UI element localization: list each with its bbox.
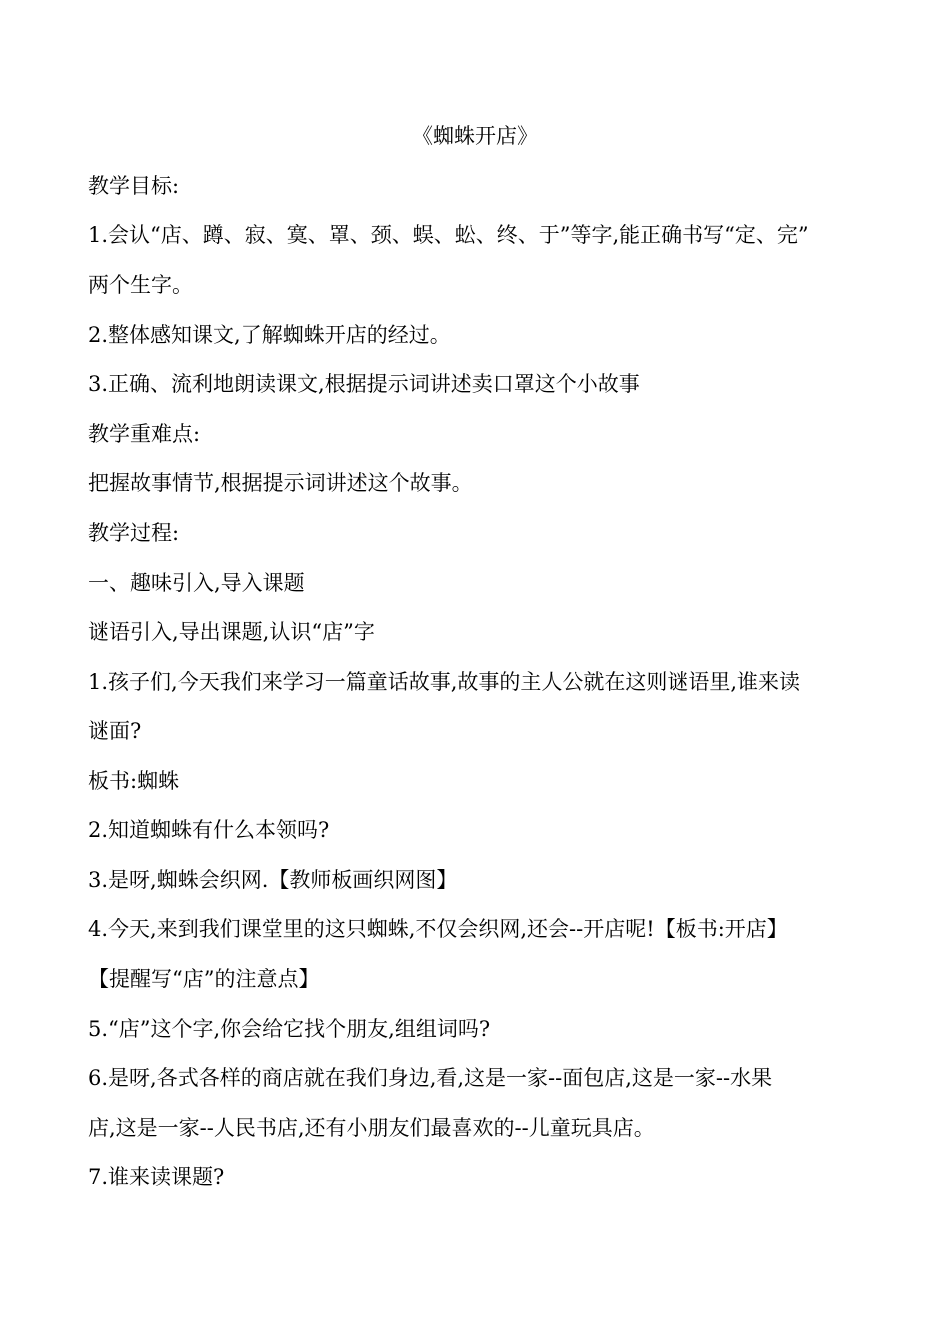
step-6-line-1: 6.是呀,各式各样的商店就在我们身边,看,这是一家--面包店,这是一家--水果 [88,1066,773,1090]
blackboard-note: 板书:蜘蛛 [88,769,180,793]
key-points-text: 把握故事情节,根据提示词讲述这个故事。 [88,471,473,495]
goal-1-line-1: 1.会认“店、蹲、寂、寞、罩、颈、蜈、蚣、终、于”等字,能正确书写“定、完” [88,223,809,247]
section-1-subheading: 谜语引入,导出课题,认识“店”字 [88,620,375,644]
document-title: 《蜘蛛开店》 [412,124,538,148]
section-1-heading: 一、趣味引入,导入课题 [88,571,305,595]
heading-teaching-goals: 教学目标: [88,174,180,198]
step-4: 4.今天,来到我们课堂里的这只蜘蛛,不仅会织网,还会--开店呢!【板书:开店】 [88,917,788,941]
step-7: 7.谁来读课题? [88,1165,225,1189]
step-5: 5.“店”这个字,你会给它找个朋友,组组词吗? [88,1017,491,1041]
step-1-line-1: 1.孩子们,今天我们来学习一篇童话故事,故事的主人公就在这则谜语里,谁来读 [88,670,801,694]
step-3: 3.是呀,蜘蛛会织网.【教师板画织网图】 [88,868,458,892]
goal-3: 3.正确、流利地朗读课文,根据提示词讲述卖口罩这个小故事 [88,372,640,396]
goal-1-line-2: 两个生字。 [88,273,193,297]
heading-teaching-process: 教学过程: [88,521,180,545]
step-1-line-2: 谜面? [88,719,142,743]
step-2: 2.知道蜘蛛有什么本领吗? [88,818,330,842]
step-6-line-2: 店,这是一家--人民书店,还有小朋友们最喜欢的--儿童玩具店。 [88,1116,655,1140]
goal-2: 2.整体感知课文,了解蜘蛛开店的经过。 [88,323,451,347]
step-4-note: 【提醒写“店”的注意点】 [88,967,320,991]
heading-key-points: 教学重难点: [88,422,201,446]
